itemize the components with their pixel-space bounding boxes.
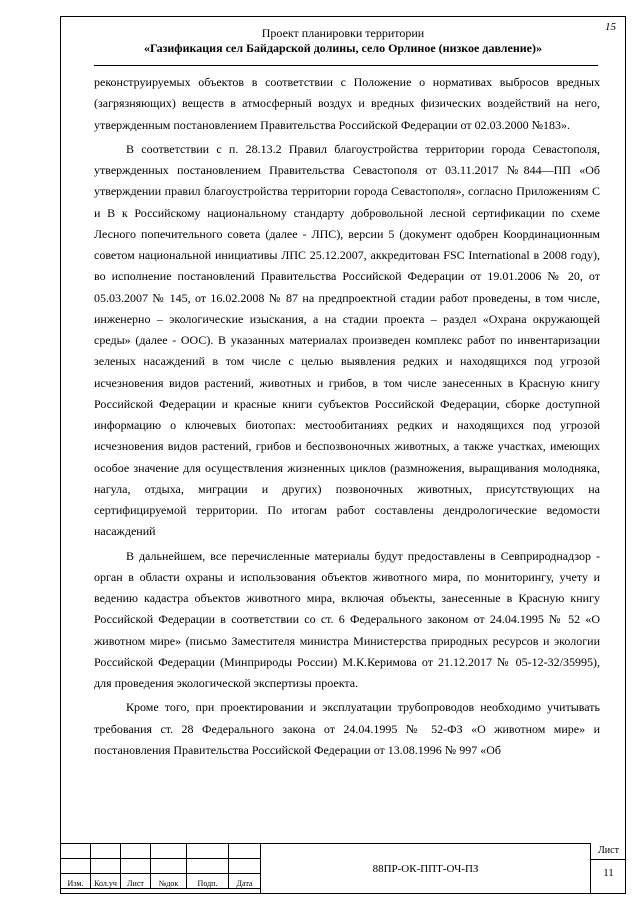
sheet-number: 11 (603, 867, 614, 879)
header-divider (94, 65, 598, 66)
column-count: Кол.уч (91, 874, 121, 889)
revision-table (60, 843, 261, 889)
sheet-divider (591, 859, 626, 860)
column-signature: Подп. (187, 874, 229, 889)
paragraph-4: Кроме того, при проектировании и эксплуатации трубопроводов необходимо учитывать требования ст. 28 Федерального закона от 24.04.1995 № 52-ФЗ «О животном мире» и постановления Правительства Российской Федерации от 13.08.1996 № 997 «Об (94, 700, 600, 757)
paragraph-1: реконструируемых объектов в соответствии с Положение о нормативах выбросов вредных (загрязняющих) веществ в атмосферный воздух и вредных физических воздействий на него, утвержденным постановлением Правительства Российской Федерации от 02.03.2000 №183». (94, 75, 600, 132)
header-project-name: «Газификация сел Байдарской долины, село Орлиное (низкое давление)» (143, 41, 542, 55)
document-body (94, 72, 600, 761)
column-sheet: Лист (121, 874, 151, 889)
paragraph-2: В соответствии с п. 28.13.2 Правил благоустройства территории города Севастополя, утвержденных постановлением Правительства Севастополя от 03.11.2017 №844—ПП «Об утверждении правил благоустройства территории города Севастополя», согласно Приложениям С и В к Российскому национальному стандарту добровольной лесной сертификации по схеме Лесного попечительного совета (далее - ЛПС), версии 5 (документ одобрен Координационным советом национальной инициативы ЛПС 25.12.2007, аккредитован FSC International в 2008 году), во исполнение постановлений Правительства Российской Федерации от 19.01.2006 № 20, от 05.03.2007 № 145, от 16.02.2008 № 87 на предпроектной стадии работ проведены, в том числе, инженерно – экологические изыскания, а на стадии проекта – раздел «Охрана окружающей среды» (далее - ООС). В указанных материалах произведен комплекс работ по инвентаризации зеленых насаждений в том числе с целью выявления редких и находящихся под угрозой исчезновения видов растений, животных и грибов, в том числе занесенных в Красную книгу Российской Федерации и красные книги субъектов Российской Федерации, сборке доступной информацию о ключевых биотопах: местообитаниях редких и находящихся под угрозой исчезновения видов растений, грибов и беспозвоночных животных, а также участках, имеющих особое значение для осуществления жизненных циклов (размножения, выращивания молодняка, нагула, отдыха, миграции и других) позвоночных животных, присутствующих на сертифицируемой территории. По итогам работ составлены дендрологические ведомости насаждений (94, 141, 600, 539)
document-code: 88ПР-ОК-ППТ-ОЧ-ПЗ (260, 843, 590, 894)
column-doc-number: №док (151, 874, 187, 889)
paragraph-3: В дальнейшем, все перечисленные материалы будут предоставлены в Севприроднадзор - орган в области охраны и использования объектов животного мира, по мониторингу, учету и ведению кадастра объектов животного мира, включая объекты, занесенные в Красную книгу Российской Федерации в соответствии со ст. 6 Федерального законом от 24.04.1995 № 52 «О животном мире» (письмо Заместителя министра Министерства природных ресурсов и экологии Российской Федерации (Минприроды России) М.К.Керимова от 21.12.2017 № 05-12-32/35995), для проведения экологической экспертизы проекта. (94, 548, 600, 690)
title-block (60, 843, 626, 894)
sheet-box (590, 843, 626, 894)
header-project-title: Проект планировки территории (261, 26, 425, 40)
column-date: Дата (229, 874, 261, 889)
column-change: Изм. (61, 874, 91, 889)
page-number: 15 (605, 21, 616, 33)
sheet-label: Лист (598, 845, 619, 856)
